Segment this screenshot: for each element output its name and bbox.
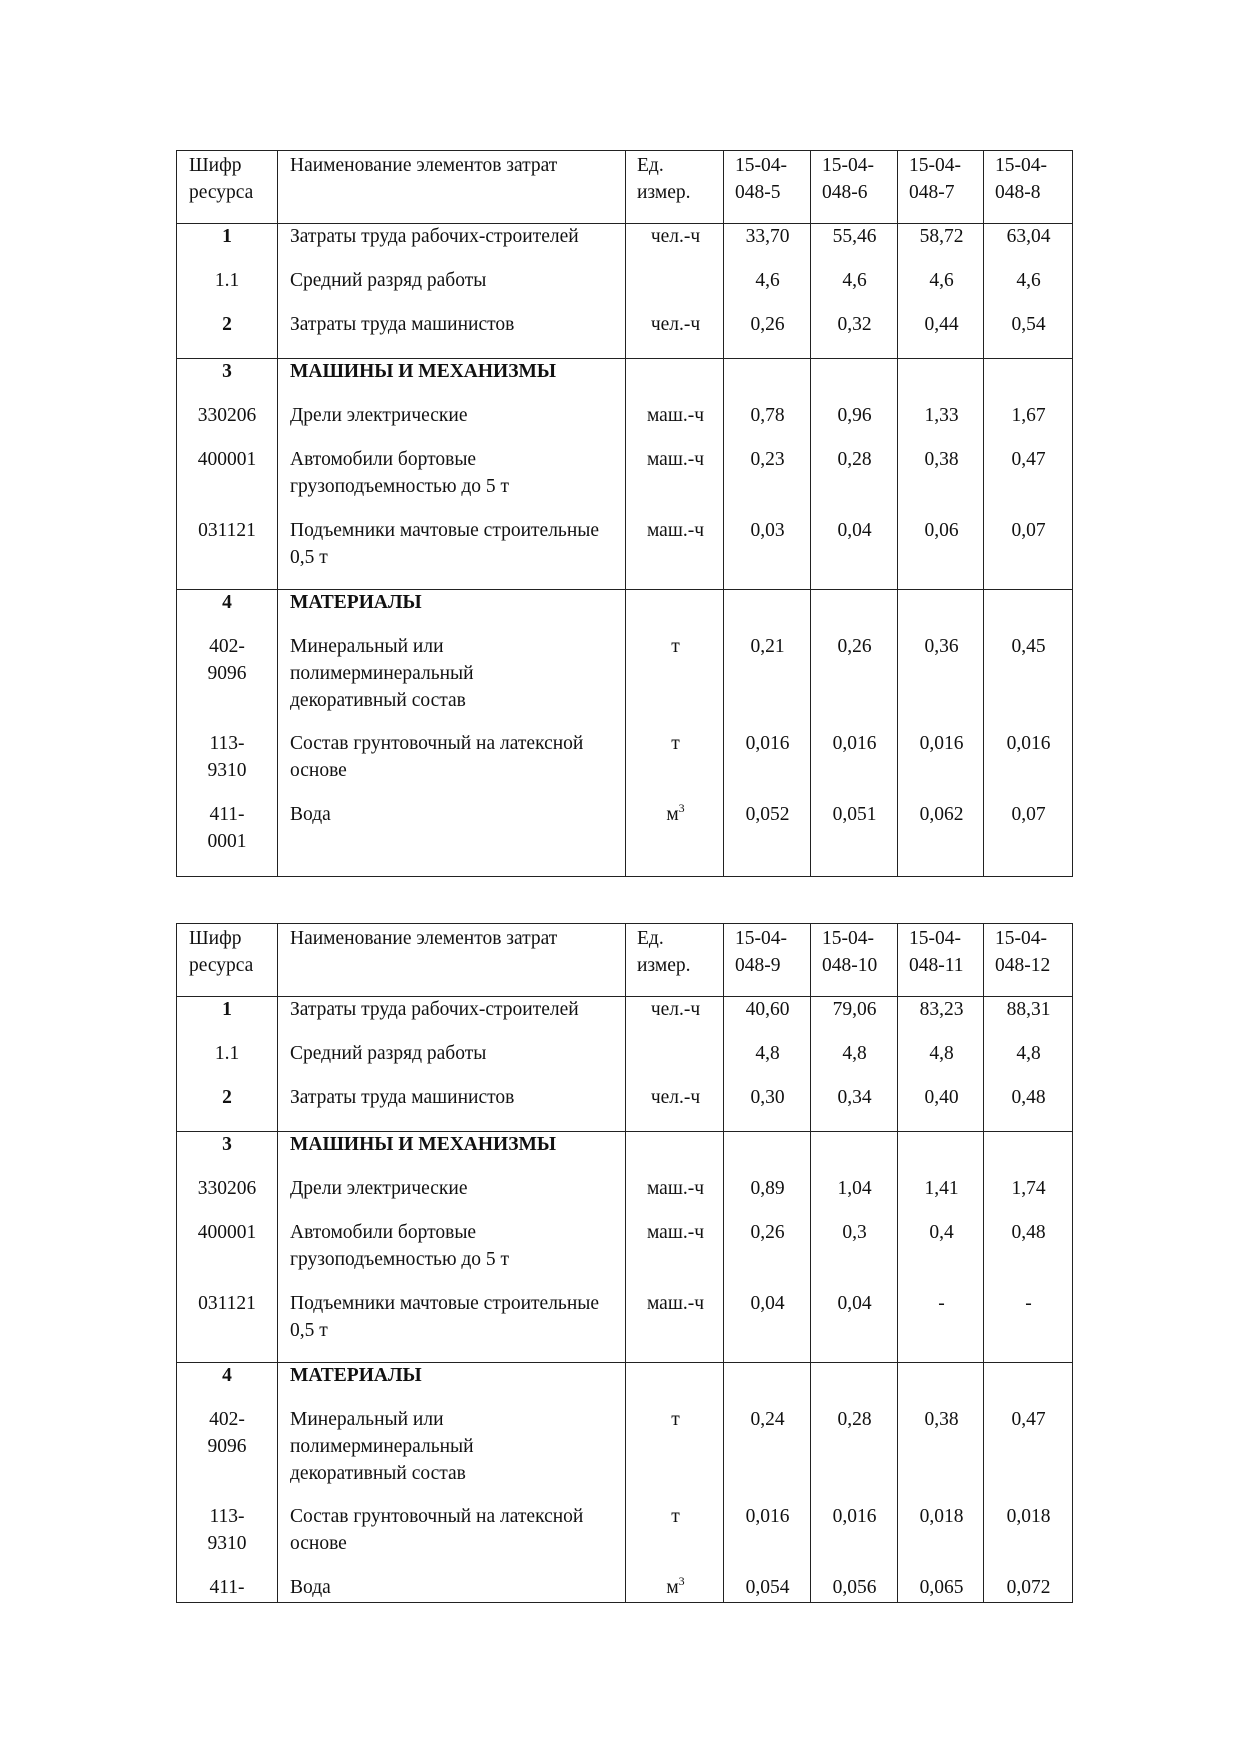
row-value: 0,051	[832, 804, 877, 825]
section-title: МАТЕРИАЛЫ	[290, 1365, 422, 1386]
row-code: 1.1	[214, 270, 240, 291]
unit-superscript: 3	[678, 1574, 685, 1588]
row-name: Минеральный или полимерминеральный декоративный состав	[290, 636, 474, 711]
row-unit: маш.-ч	[646, 405, 705, 426]
row-value: 0,4	[929, 1222, 954, 1243]
row-code: 402-9096	[207, 1409, 247, 1457]
row-unit: т	[671, 1409, 680, 1430]
row-value: 0,016	[745, 733, 790, 754]
row-value: 0,47	[1011, 1409, 1046, 1430]
row-value: 0,38	[924, 449, 959, 470]
row-name: Затраты труда рабочих-строителей	[290, 999, 579, 1020]
column-divider	[277, 151, 278, 876]
row-code: 330206	[197, 1178, 257, 1199]
row-code: 2	[222, 314, 232, 335]
row-value: 0,065	[919, 1577, 964, 1598]
column-divider	[897, 924, 898, 1602]
row-code: 2	[222, 1087, 232, 1108]
row-name: Состав грунтовочный на латексной основе	[290, 733, 584, 781]
column-divider	[277, 924, 278, 1602]
row-value: 0,054	[745, 1577, 790, 1598]
column-divider	[897, 151, 898, 876]
column-divider	[625, 924, 626, 1602]
row-value: 0,016	[832, 1506, 877, 1527]
row-value: 55,46	[832, 226, 877, 247]
row-value: 0,016	[1006, 733, 1051, 754]
row-unit: маш.-ч	[646, 1293, 705, 1314]
row-value: 0,07	[1011, 804, 1046, 825]
row-code: 400001	[197, 449, 257, 470]
row-value: 0,48	[1011, 1222, 1046, 1243]
row-value: 33,70	[745, 226, 790, 247]
row-value: -	[1025, 1293, 1032, 1314]
row-value: 63,04	[1006, 226, 1051, 247]
row-value: 0,47	[1011, 449, 1046, 470]
row-value: 0,96	[837, 405, 872, 426]
row-value: 58,72	[919, 226, 964, 247]
row-value: 0,32	[837, 314, 872, 335]
column-divider	[810, 151, 811, 876]
row-value: 0,056	[832, 1577, 877, 1598]
column-divider	[810, 924, 811, 1602]
row-value: 0,23	[750, 449, 785, 470]
row-name: Затраты труда рабочих-строителей	[290, 226, 579, 247]
row-value: 0,016	[919, 733, 964, 754]
column-divider	[983, 151, 984, 876]
row-value: 0,04	[750, 1293, 785, 1314]
row-name: Затраты труда машинистов	[290, 1087, 515, 1108]
row-value: 0,052	[745, 804, 790, 825]
row-value: 0,072	[1006, 1577, 1051, 1598]
unit-text: м	[666, 804, 679, 825]
row-value: 1,04	[837, 1178, 872, 1199]
row-value: 4,6	[755, 270, 780, 291]
section-code: 3	[222, 361, 232, 382]
row-name: Автомобили бортовые грузоподъемностью до 5 т	[290, 449, 510, 497]
header-name: Наименование элементов затрат	[290, 928, 558, 949]
row-value: 4,8	[929, 1043, 954, 1064]
row-value: 0,45	[1011, 636, 1046, 657]
row-value: 1,67	[1011, 405, 1046, 426]
row-unit: маш.-ч	[646, 449, 705, 470]
row-name: Вода	[290, 804, 331, 825]
row-unit: т	[671, 1506, 680, 1527]
row-value: 1,74	[1011, 1178, 1046, 1199]
row-value: 4,8	[842, 1043, 867, 1064]
row-unit: чел.-ч	[650, 999, 701, 1020]
header-unit: Ед. измер.	[637, 928, 691, 976]
row-value: 0,28	[837, 449, 872, 470]
row-code: 400001	[197, 1222, 257, 1243]
row-name: Автомобили бортовые грузоподъемностью до 5 т	[290, 1222, 510, 1270]
row-name: Средний разряд работы	[290, 1043, 487, 1064]
section-title: МАШИНЫ И МЕХАНИЗМЫ	[290, 1134, 557, 1155]
row-value: 4,8	[755, 1043, 780, 1064]
section-code: 4	[222, 592, 232, 613]
header-col: 15-04-048-5	[735, 155, 787, 203]
row-value: 1,41	[924, 1178, 959, 1199]
row-value: 4,6	[842, 270, 867, 291]
row-unit: чел.-ч	[650, 314, 701, 335]
row-value: -	[938, 1293, 945, 1314]
row-value: 4,8	[1016, 1043, 1041, 1064]
row-name: Вода	[290, 1577, 331, 1598]
row-value: 4,6	[1016, 270, 1041, 291]
row-unit: т	[671, 733, 680, 754]
section-title: МАШИНЫ И МЕХАНИЗМЫ	[290, 361, 557, 382]
row-code: 411-	[209, 1577, 245, 1598]
header-col: 15-04-048-12	[995, 928, 1051, 976]
header-col: 15-04-048-11	[909, 928, 964, 976]
header-code: Шифр ресурса	[189, 928, 254, 976]
row-value: 1,33	[924, 405, 959, 426]
row-name: Дрели электрические	[290, 1178, 468, 1199]
section-code: 3	[222, 1134, 232, 1155]
section-code: 4	[222, 1365, 232, 1386]
row-value: 0,3	[842, 1222, 867, 1243]
header-col: 15-04-048-9	[735, 928, 787, 976]
column-divider	[723, 151, 724, 876]
row-unit: чел.-ч	[650, 1087, 701, 1108]
resource-table-1	[176, 150, 1073, 877]
row-code: 113-9310	[207, 1506, 247, 1554]
row-code: 1	[222, 999, 232, 1020]
row-value: 4,6	[929, 270, 954, 291]
row-unit: маш.-ч	[646, 1178, 705, 1199]
row-value: 0,28	[837, 1409, 872, 1430]
row-value: 79,06	[832, 999, 877, 1020]
unit-text: м	[666, 1577, 679, 1598]
row-name: Дрели электрические	[290, 405, 468, 426]
row-code: 402-9096	[207, 636, 247, 684]
row-value: 0,07	[1011, 520, 1046, 541]
header-name: Наименование элементов затрат	[290, 155, 558, 176]
row-name: Затраты труда машинистов	[290, 314, 515, 335]
row-value: 0,04	[837, 520, 872, 541]
row-value: 0,78	[750, 405, 785, 426]
row-value: 0,062	[919, 804, 964, 825]
row-value: 88,31	[1006, 999, 1051, 1020]
header-col: 15-04-048-8	[995, 155, 1047, 203]
row-value: 0,40	[924, 1087, 959, 1108]
row-code: 330206	[197, 405, 257, 426]
row-value: 0,016	[832, 733, 877, 754]
row-value: 0,48	[1011, 1087, 1046, 1108]
row-value: 0,04	[837, 1293, 872, 1314]
row-value: 0,89	[750, 1178, 785, 1199]
row-value: 0,03	[750, 520, 785, 541]
row-name: Подъемники мачтовые строительные 0,5 т	[290, 1293, 600, 1341]
row-value: 0,30	[750, 1087, 785, 1108]
row-value: 0,016	[745, 1506, 790, 1527]
row-unit: т	[671, 636, 680, 657]
row-name: Минеральный или полимерминеральный декоративный состав	[290, 1409, 474, 1484]
row-value: 0,44	[924, 314, 959, 335]
row-unit: маш.-ч	[646, 1222, 705, 1243]
row-value: 0,38	[924, 1409, 959, 1430]
row-value: 0,26	[750, 1222, 785, 1243]
resource-table-2	[176, 923, 1073, 1603]
column-divider	[723, 924, 724, 1602]
header-col: 15-04-048-7	[909, 155, 961, 203]
row-value: 0,36	[924, 636, 959, 657]
row-unit	[627, 801, 724, 828]
row-code: 113-9310	[207, 733, 247, 781]
row-code: 031121	[198, 1293, 256, 1314]
row-code: 411-0001	[207, 804, 247, 852]
row-value: 40,60	[745, 999, 790, 1020]
unit-superscript: 3	[678, 801, 685, 815]
column-divider	[983, 924, 984, 1602]
header-col: 15-04-048-6	[822, 155, 874, 203]
section-title: МАТЕРИАЛЫ	[290, 592, 422, 613]
row-unit	[627, 1574, 724, 1601]
row-code: 031121	[198, 520, 256, 541]
row-value: 0,54	[1011, 314, 1046, 335]
row-code: 1.1	[214, 1043, 240, 1064]
row-value: 0,06	[924, 520, 959, 541]
row-value: 0,26	[837, 636, 872, 657]
row-unit: маш.-ч	[646, 520, 705, 541]
row-value: 0,24	[750, 1409, 785, 1430]
row-name: Средний разряд работы	[290, 270, 487, 291]
row-code: 1	[222, 226, 232, 247]
row-name: Подъемники мачтовые строительные 0,5 т	[290, 520, 600, 568]
row-value: 0,21	[750, 636, 785, 657]
column-divider	[625, 151, 626, 876]
header-code: Шифр ресурса	[189, 155, 254, 203]
header-unit: Ед. измер.	[637, 155, 691, 203]
header-col: 15-04-048-10	[822, 928, 878, 976]
row-unit: чел.-ч	[650, 226, 701, 247]
row-value: 0,26	[750, 314, 785, 335]
row-name: Состав грунтовочный на латексной основе	[290, 1506, 584, 1554]
row-value: 0,018	[919, 1506, 964, 1527]
row-value: 0,34	[837, 1087, 872, 1108]
row-value: 83,23	[919, 999, 964, 1020]
row-value: 0,018	[1006, 1506, 1051, 1527]
